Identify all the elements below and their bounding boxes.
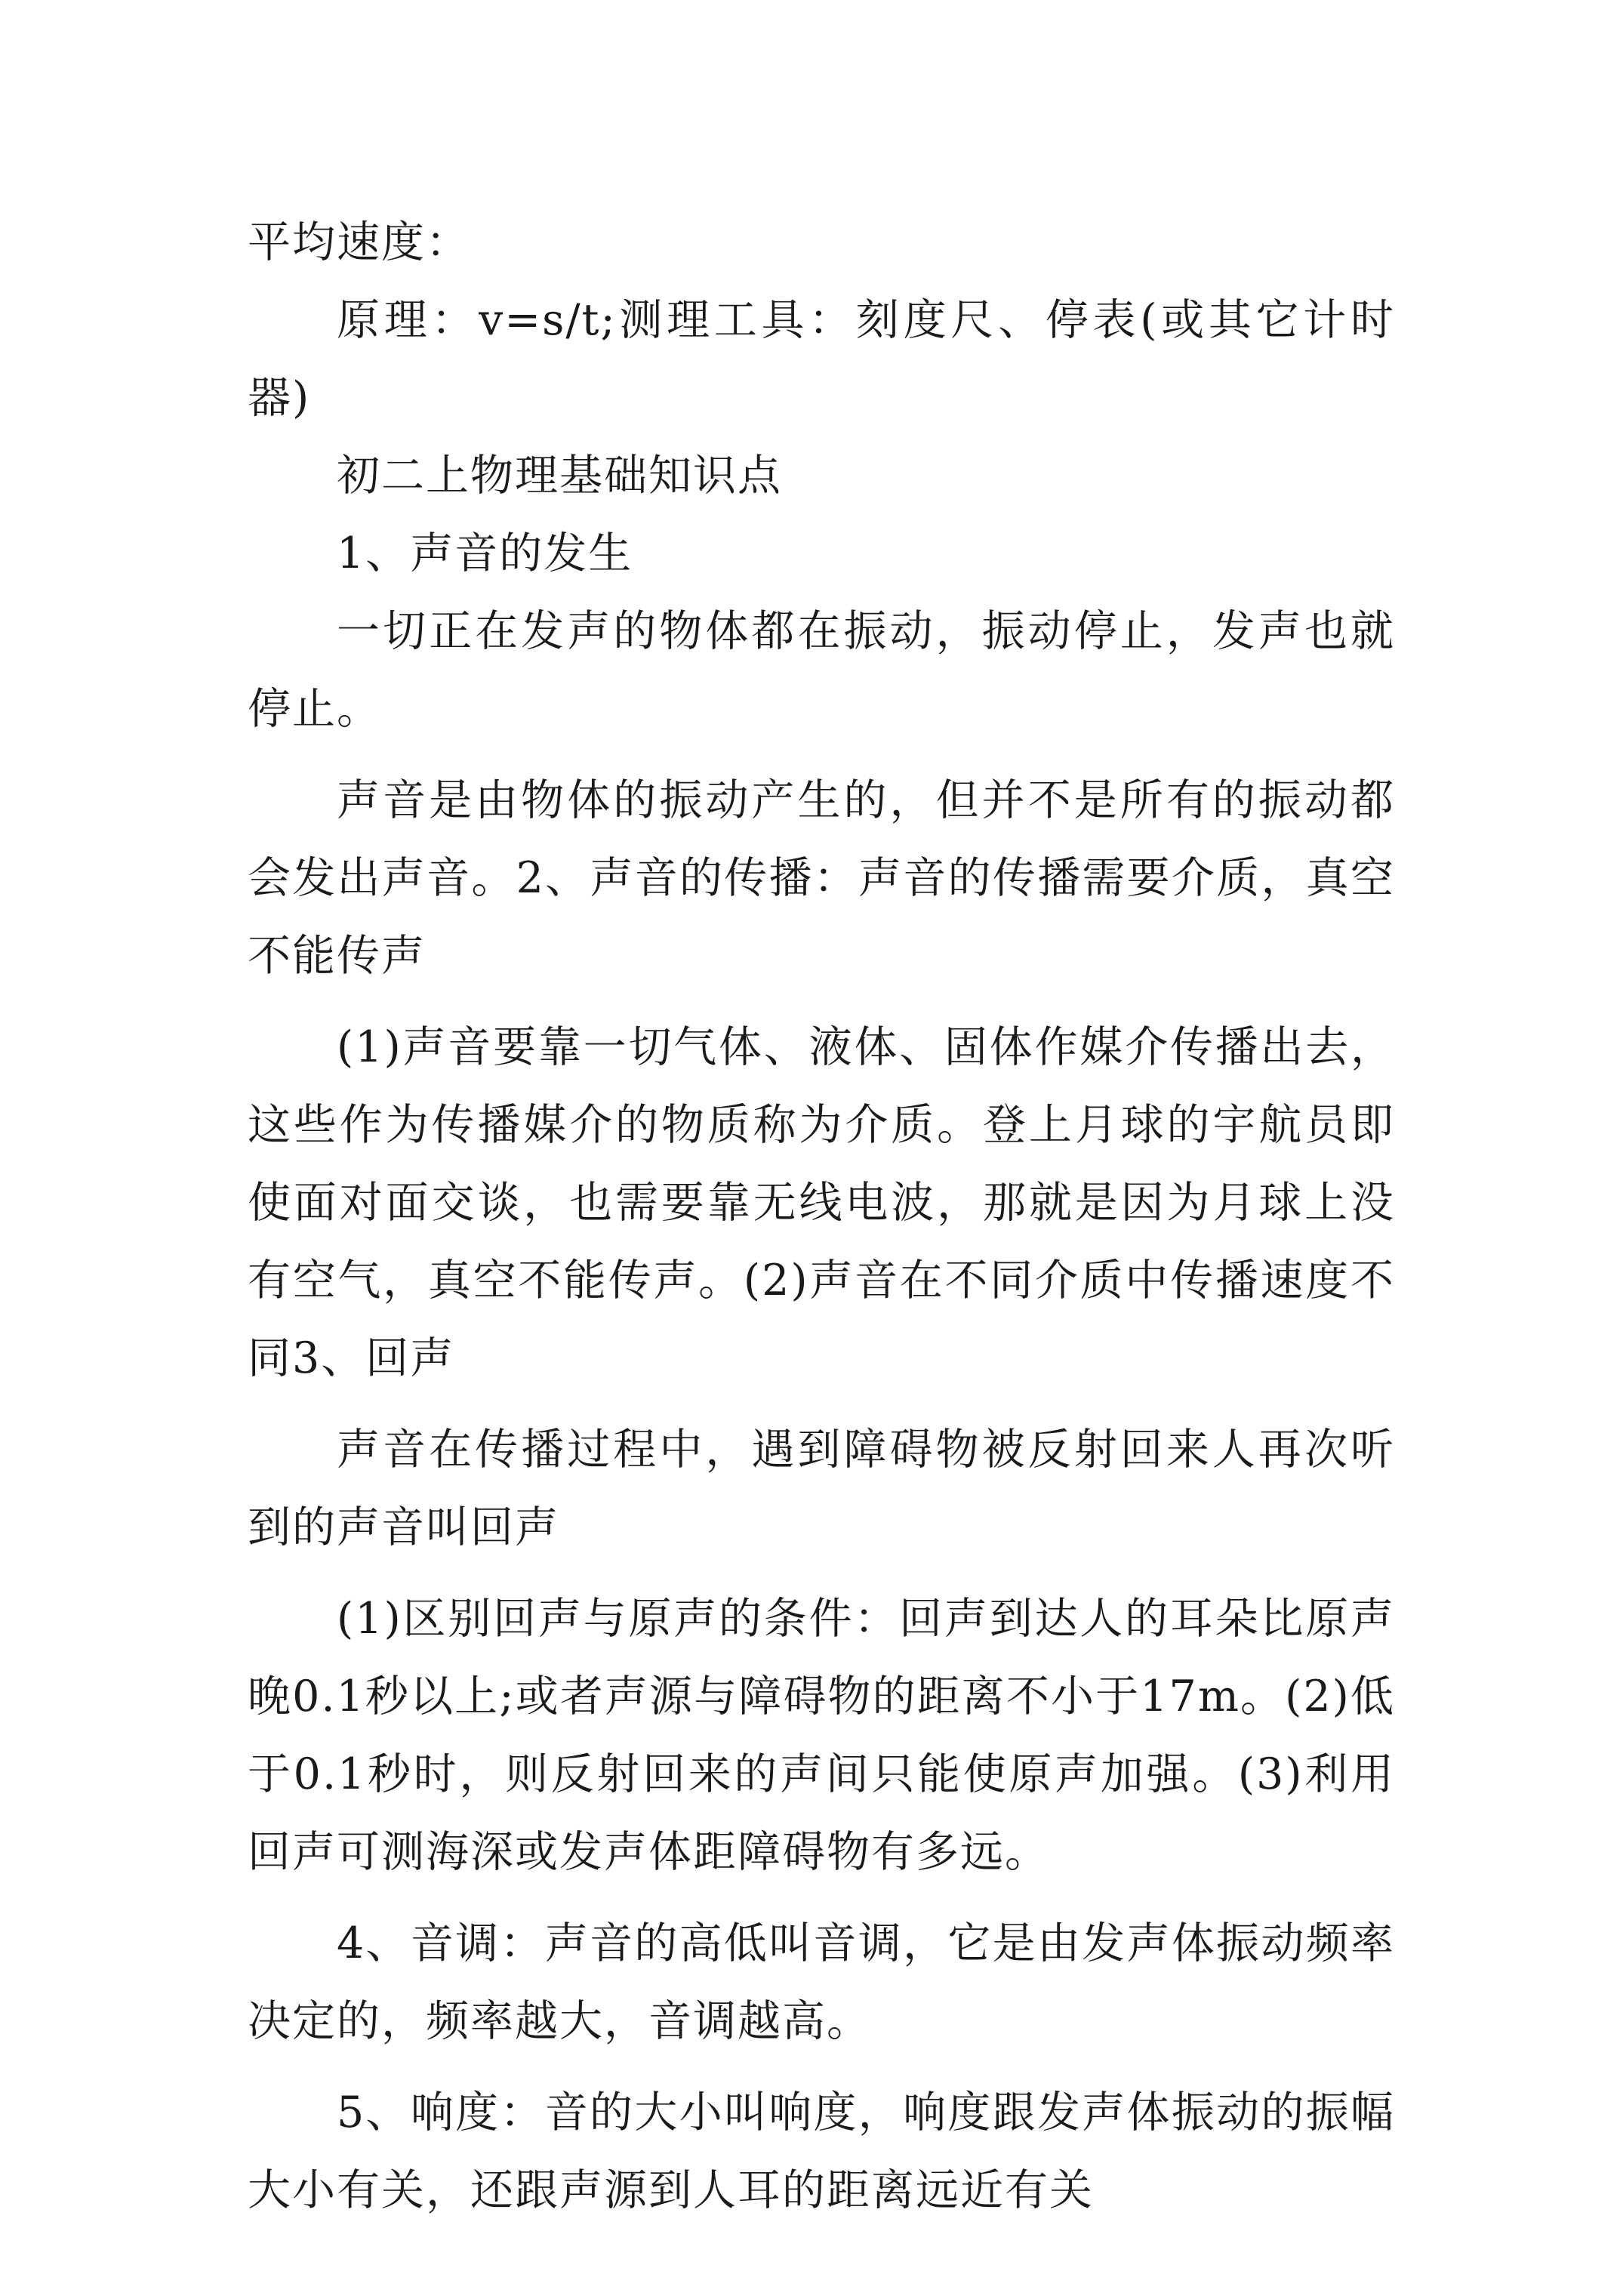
- paragraph-sound-origin: 一切正在发声的物体都在振动，振动停止，发声也就停止。: [248, 606, 1395, 734]
- paragraph-medium: (1)声音要靠一切气体、液体、固体作媒介传播出去，这些作为传播媒介的物质称为介质。登上月球的宇航员即使面对面交谈，也需要靠无线电波，那就是因为月球上没有空气，真空不能传声。(2)声音在不同介质中传播速度不同3、回声: [248, 1022, 1395, 1383]
- document-body: [248, 204, 1395, 2230]
- section-heading: 初二上物理基础知识点: [337, 451, 782, 501]
- paragraph-principle: 原理：v=s/t;测理工具：刻度尺、停表(或其它计时器): [248, 295, 1395, 423]
- paragraph-echo-conditions: (1)区别回声与原声的条件：回声到达人的耳朵比原声晚0.1秒以上;或者声源与障碍物的距离不小于17m。(2)低于0.1秒时，则反射回来的声间只能使原声加强。(3)利用回声可测海深或发声体距障碍物有多远。: [248, 1594, 1395, 1877]
- paragraph-echo: 声音在传播过程中，遇到障碍物被反射回来人再次听到的声音叫回声: [248, 1425, 1395, 1552]
- paragraph-average-speed: 平均速度：: [248, 217, 470, 267]
- paragraph-sound-propagation: 声音是由物体的振动产生的，但并不是所有的振动都会发出声音。2、声音的传播：声音的传播需要介质，真空不能传声: [248, 775, 1395, 981]
- paragraph-pitch: 4、音调：声音的高低叫音调，它是由发声体振动频率决定的，频率越大，音调越高。: [248, 1918, 1395, 2046]
- paragraph-sound-origin-heading: 1、声音的发生: [337, 529, 633, 578]
- paragraph-loudness: 5、响度：音的大小叫响度，响度跟发声体振动的振幅大小有关，还跟声源到人耳的距离远近有关: [248, 2088, 1395, 2215]
